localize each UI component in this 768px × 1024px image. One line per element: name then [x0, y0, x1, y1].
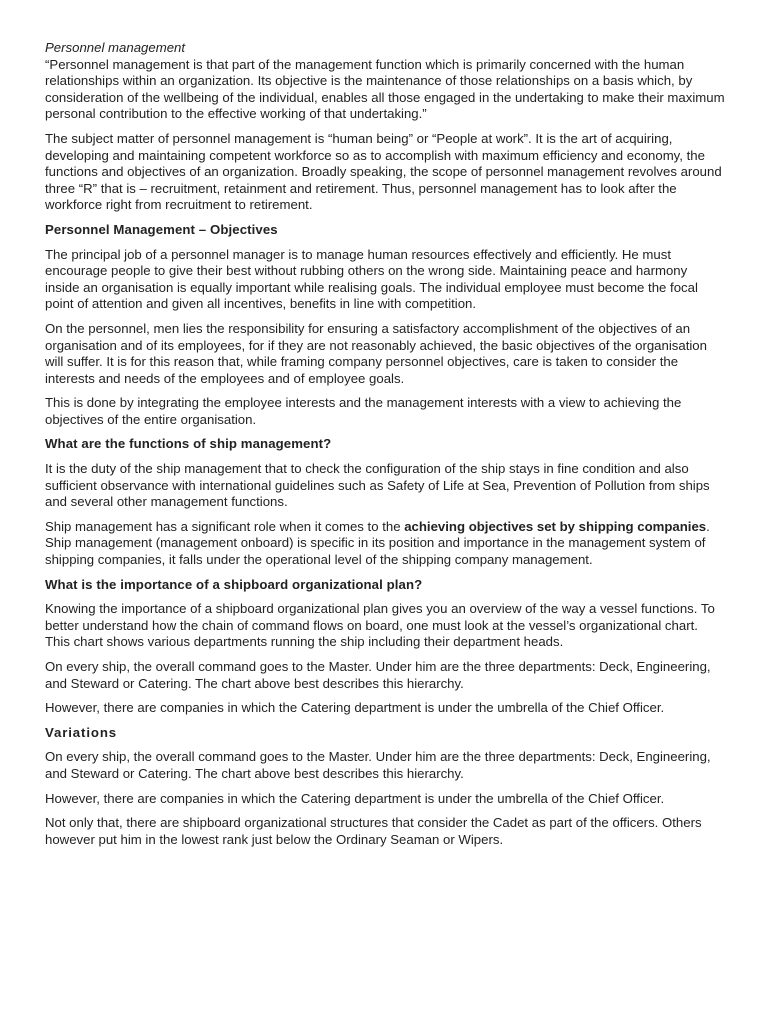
paragraph-duty: It is the duty of the ship management that to check the configuration of the ship stays in fine condition and also sufficient observance with international guidelines such as Safety of Life at Sea, Prevention of Pollution from ships and several other management functions. [45, 461, 710, 510]
paragraph-role-bold: achieving objectives set by shipping companies [404, 518, 707, 534]
heading-objectives: Personnel Management – Objectives [45, 221, 278, 237]
paragraph-subject: The subject matter of personnel management is “human being” or “People at work”. It is the art of acquiring, developing and maintaining competent workforce so as to accomplish with maximum efficiency and economy, the functions and objectives of an organization. Broadly speaking, the scope of personnel management revolves around three “R” that is – recruitment, retainment and retirement. Thus, personnel management has to look after the workforce right from recruitment to retirement. [45, 130, 722, 213]
title-italic: Personnel management [45, 40, 186, 55]
paragraph-command-2: On every ship, the overall command goes to the Master. Under him are the three departments: Deck, Engineering, and Steward or Catering. The chart above best describes this hierarchy. [45, 749, 711, 781]
document-page [45, 40, 725, 856]
paragraph-not-only: Not only that, there are shipboard organizational structures that consider the Cadet as part of the officers. Others however put him in the lowest rank just below the Ordinary Seaman or Wipers. [45, 815, 702, 847]
paragraph-role-suffix: . Ship management (management onboard) is specific in its position and importance in the management system of shipping companies, it falls under the operational level of the shipping company management. [45, 518, 710, 568]
paragraph-role-prefix: Ship management has a significant role when it comes to the [45, 518, 405, 534]
heading-importance: What is the importance of a shipboard organizational plan? [45, 576, 423, 592]
paragraph-role [45, 519, 725, 569]
paragraph-however-1: However, there are companies in which the Catering department is under the umbrella of the Chief Officer. [45, 700, 665, 716]
paragraph-on-personnel: On the personnel, men lies the responsibility for ensuring a satisfactory accomplishment of the objectives of an organisation and of its employees, for if they are not reasonably achieved, the basic objectives of the organisation will suffer. It is for this reason that, while framing company personnel objectives, care is taken to consider the interests and needs of the employees and of employee goals. [45, 320, 707, 386]
paragraph-integrating: This is done by integrating the employee interests and the management interests with a view to achieving the objectives of the entire organisation. [45, 395, 682, 427]
paragraph-principal: The principal job of a personnel manager is to manage human resources effectively and efficiently. He must encourage people to give their best without rubbing others on the wrong side. Maintaining peace and harmony inside an organisation is equally important while realising goals. The individual employee must become the focal point of attention and given all incentives, benefits in line with competition. [45, 246, 698, 312]
paragraph-command-1: On every ship, the overall command goes to the Master. Under him are the three departments: Deck, Engineering, and Steward or Catering. The chart above best describes this hierarchy. [45, 659, 711, 691]
paragraph-knowing: Knowing the importance of a shipboard organizational plan gives you an overview of the way a vessel functions. To better understand how the chain of command flows on board, one must look at the vessel’s organizational chart. This chart shows various departments running the ship including their department heads. [45, 601, 715, 650]
paragraph-however-2: However, there are companies in which the Catering department is under the umbrella of the Chief Officer. [45, 790, 665, 806]
intro-quote: “Personnel management is that part of the management function which is primarily concerned with the human relationships within an organization. Its objective is the maintenance of those relationships on a basis which, by consideration of the wellbeing of the individual, enables all those engaged in the undertaking to make their maximum personal contribution to the effective working of that undertaking.” [45, 56, 725, 122]
heading-variations: Variations [45, 724, 118, 740]
heading-functions: What are the functions of ship management? [45, 436, 332, 452]
